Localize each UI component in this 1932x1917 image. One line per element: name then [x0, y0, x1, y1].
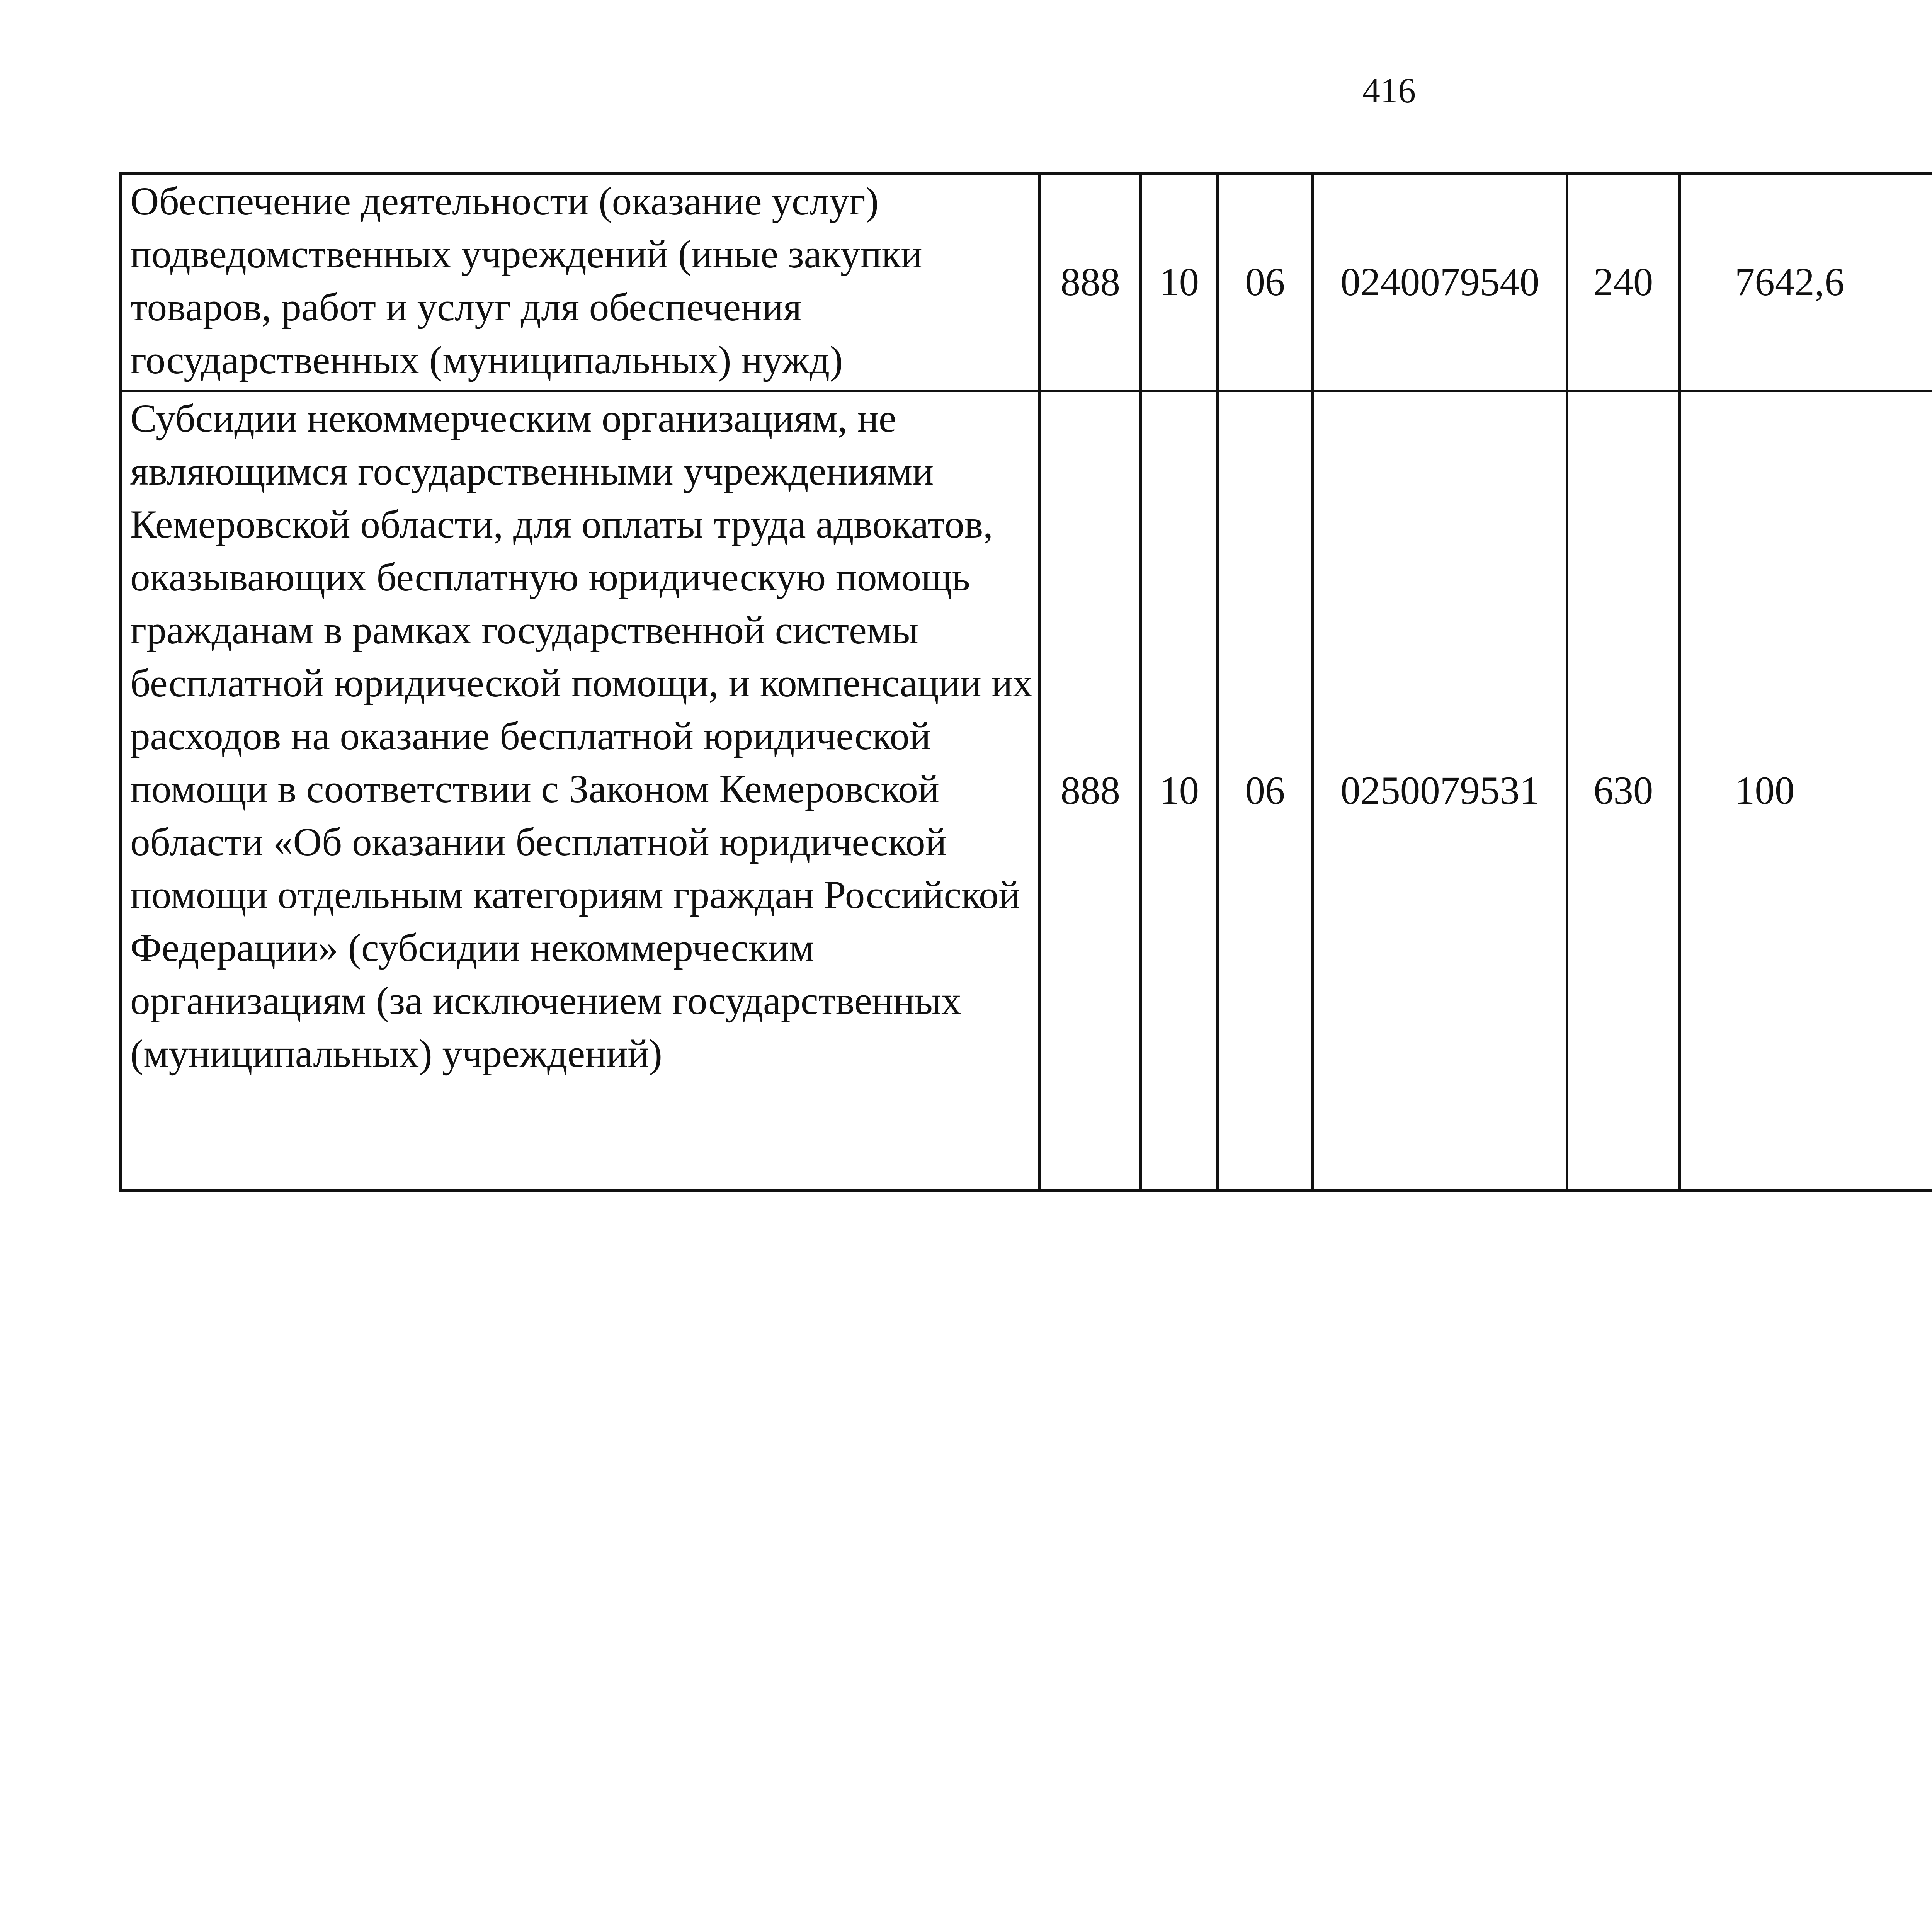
target-article-code-cell: 0240079540 [1313, 174, 1567, 391]
expense-type-code-cell: 630 [1567, 391, 1679, 1191]
amount-year-1-cell: 7642,6 [1679, 174, 1932, 391]
table-row [121, 174, 1932, 391]
subsection-code-cell: 06 [1217, 391, 1313, 1191]
expense-name-cell: Обеспечение деятельности (оказание услуг) подведомственных учреждений (иные закупки товаров, работ и услуг для обеспечения государственных (муниципальных) нужд) [121, 174, 1040, 391]
department-code-cell: 888 [1040, 174, 1141, 391]
section-code-cell: 10 [1141, 174, 1217, 391]
amount-year-1-cell: 100 [1679, 391, 1932, 1191]
expense-name-cell: Субсидии некоммерческим организациям, не являющимся государственными учреждениями Кемеровской области, для оплаты труда адвокатов, оказывающих бесплатную юридическую помощь гражданам в рамках государственной системы бесплатной юридической помощи, и компенсации их расходов на оказание бесплатной юридической помощи в соответствии с Законом Кемеровской области «Об оказании бесплатной юридической помощи отдельным категориям граждан Российской Федерации» (субсидии некоммерческим организациям (за исключением государственных (муниципальных) учреждений) [121, 391, 1040, 1191]
section-code-cell: 10 [1141, 391, 1217, 1191]
budget-table [119, 172, 1932, 1192]
page-number: 416 [1362, 71, 1416, 110]
target-article-code-cell: 0250079531 [1313, 391, 1567, 1191]
department-code-cell: 888 [1040, 391, 1141, 1191]
expense-type-code-cell: 240 [1567, 174, 1679, 391]
subsection-code-cell: 06 [1217, 174, 1313, 391]
table-row [121, 391, 1932, 1191]
